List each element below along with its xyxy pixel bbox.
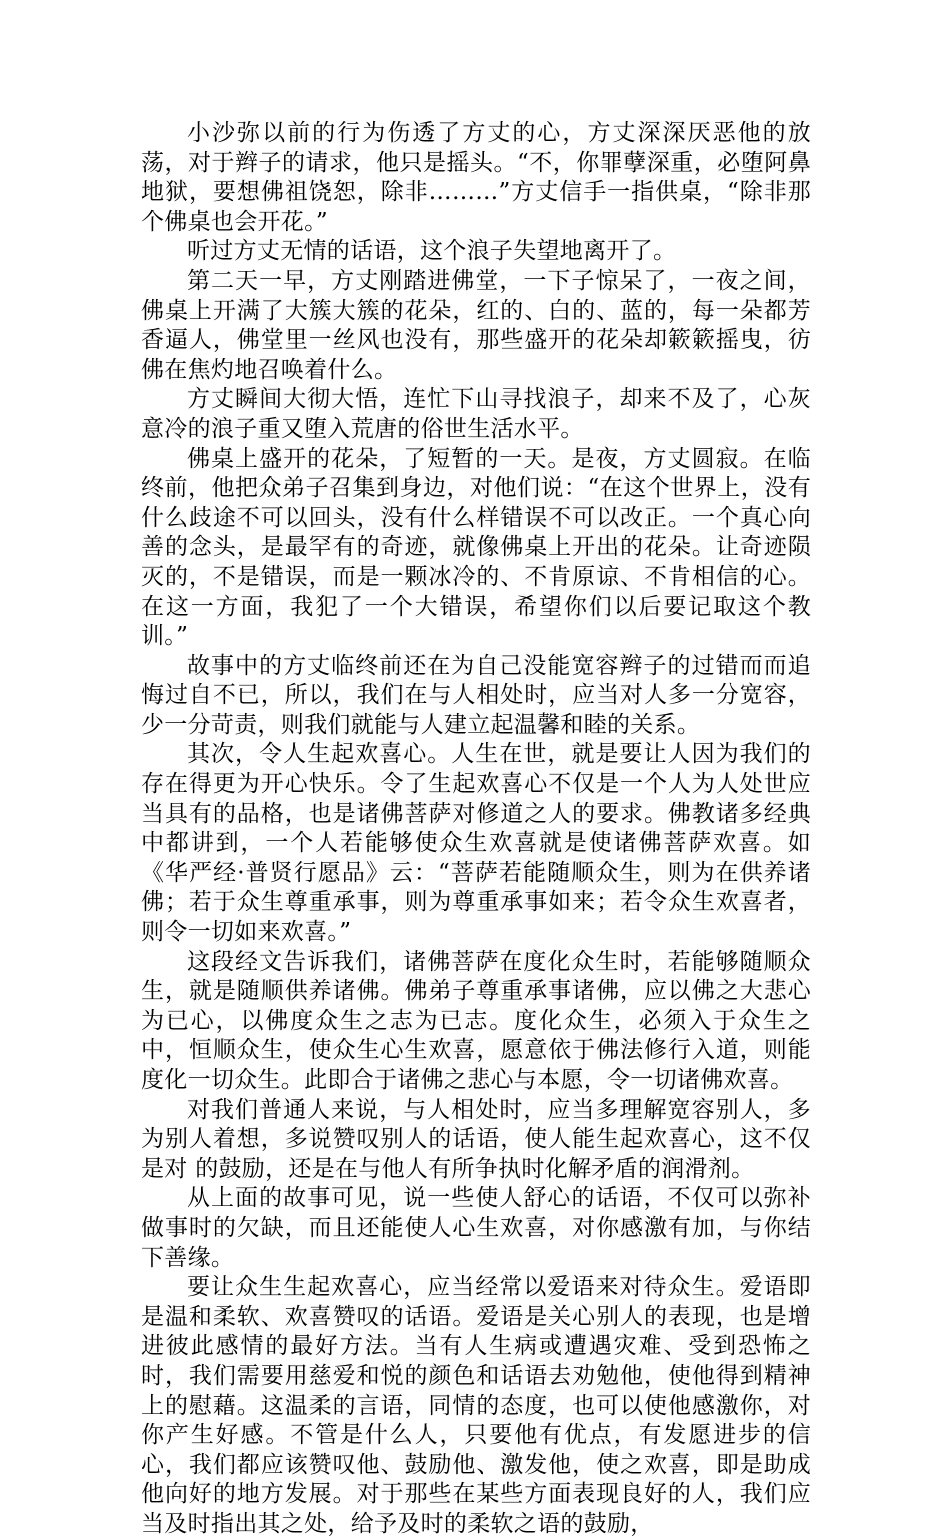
paragraph-1: 小沙弥以前的行为伤透了方丈的心，方丈深深厌恶他的放荡，对于辫子的请求，他只是摇头。“不，你罪孽深重，必堕阿鼻地狱，要想佛祖饶恕，除非………”方丈信手一指供桌，“除非那个佛桌也会开花。” <box>141 120 811 235</box>
paragraph-3: 第二天一早，方丈刚踏进佛堂，一下子惊呆了，一夜之间，佛桌上开满了大簇大簇的花朵，红的、白的、蓝的，每一朵都芳香逼人，佛堂里一丝风也没有，那些盛开的花朵却簌簌摇曳，彷佛在焦灼地召唤着什么。 <box>141 267 811 383</box>
paragraph-5: 佛桌上盛开的花朵，了短暂的一天。是夜，方丈圆寂。在临终前，他把众弟子召集到身边，对他们说：“在这个世界上，没有什么歧途不可以回头，没有什么样错误不可以改正。一个真心向善的念头，是最罕有的奇迹，就像佛桌上开出的花朵。让奇迹陨灭的，不是错误，而是一颗冰冷的、不肯原谅、不肯相信的心。在这一方面，我犯了一个大错误，希望你们以后要记取这个教训。” <box>141 445 811 650</box>
paragraph-7: 其次，令人生起欢喜心。人生在世，就是要让人因为我们的存在得更为开心快乐。令了生起欢喜心不仅是一个人为人处世应当具有的品格，也是诸佛菩萨对修道之人的要求。佛教诸多经典中都讲到，一个人若能够使众生欢喜就是使诸佛菩萨欢喜。如《华严经·普贤行愿品》云：“菩萨若能随顺众生，则为在供养诸佛；若于众生尊重承事，则为尊重承事如来；若令众生欢喜者，则令一切如来欢喜。” <box>141 741 811 946</box>
paragraph-2: 听过方丈无情的话语，这个浪子失望地离开了。 <box>187 238 677 265</box>
paragraph-10: 从上面的故事可见，说一些使人舒心的话语，不仅可以弥补做事时的欠缺，而且还能使人心生欢喜，对你感激有加，与你结下善缘。 <box>141 1185 811 1271</box>
paragraph-9: 对我们普通人来说，与人相处时，应当多理解宽容别人，多为别人着想，多说赞叹别人的话语，使人能生起欢喜心，这不仅是对 的鼓励，还是在与他人有所争执时化解矛盾的润滑剂。 <box>141 1096 811 1182</box>
paragraph-6: 故事中的方丈临终前还在为自己没能宽容辫子的过错而而追悔过自不已，所以，我们在与人相处时，应当对人多一分宽容，少一分苛责，则我们就能与人建立起温馨和睦的关系。 <box>141 652 811 738</box>
paragraph-8: 这段经文告诉我们，诸佛菩萨在度化众生时，若能够随顺众生，就是随顺供养诸佛。佛弟子尊重承事诸佛，应以佛之大悲心为已心，以佛度众生之志为已志。度化众生，必须入于众生之中，恒顺众生，使众生心生欢喜，愿意依于佛法修行入道，则能度化一切众生。此即合于诸佛之悲心与本愿，令一切诸佛欢喜。 <box>141 948 811 1093</box>
paragraph-11: 要让众生生起欢喜心，应当经常以爱语来对待众生。爱语即是温和柔软、欢喜赞叹的话语。爱语是关心别人的表现，也是增进彼此感情的最好方法。当有人生病或遭遇灾难、受到恐怖之时，我们需要用慈爱和悦的颜色和话语去劝勉他，使他得到精神上的慰藉。这温柔的言语，同情的态度，也可以使他感激你，对你产生好感。不管是什么人，只要他有优点，有发愿进步的信心，我们都应该赞叹他、鼓励他、激发他，使之欢喜，即是助成他向好的地方发展。对于那些在某些方面表现良好的人，我们应当及时指出其之处，给予及时的柔软之语的鼓励， <box>141 1274 811 1537</box>
paragraph-4: 方丈瞬间大彻大悟，连忙下山寻找浪子，却来不及了，心灰意冷的浪子重又堕入荒唐的俗世生活水平。 <box>141 386 811 442</box>
document-body <box>141 119 811 1540</box>
